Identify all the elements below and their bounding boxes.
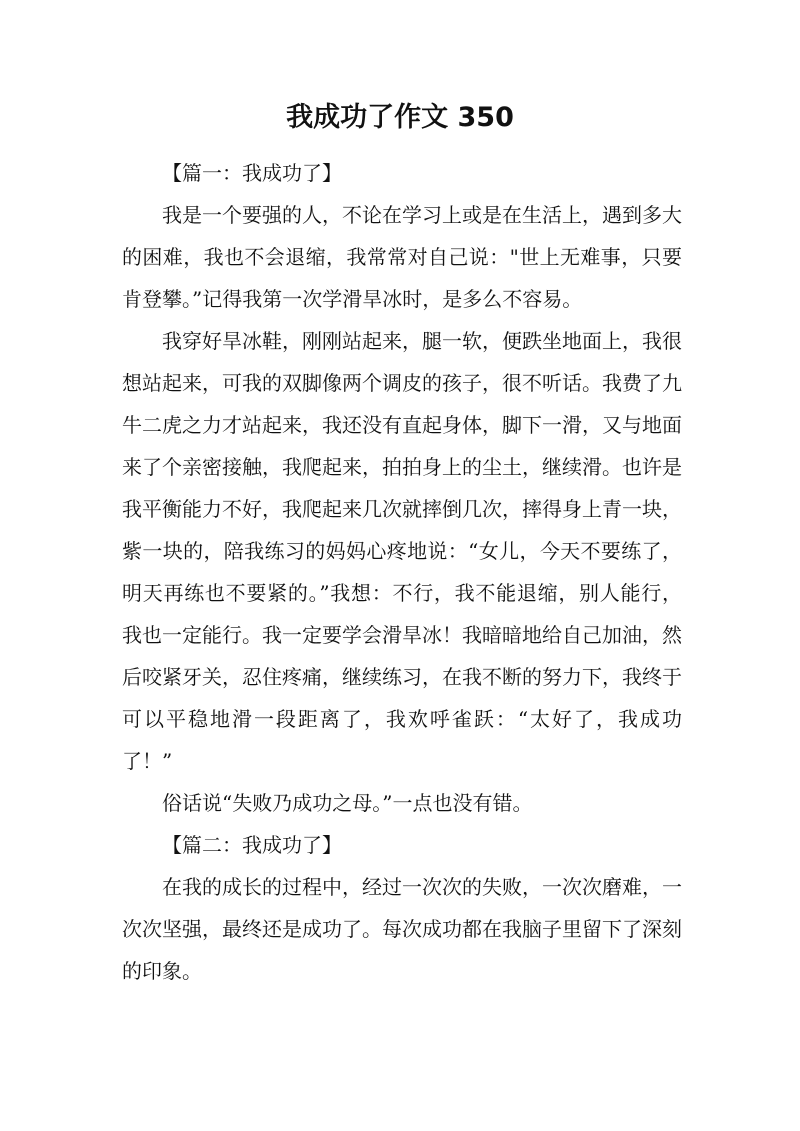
paragraph: 我穿好旱冰鞋，刚刚站起来，腿一软，便跌坐地面上，我很想站起来，可我的双脚像两个调皮的孩子，很不听话。我费了九牛二虎之力才站起来，我还没有直起身体，脚下一滑，又与地面来了个亲密接触，我爬起来，拍拍身上的尘土，继续滑。也许是我平衡能力不好，我爬起来几次就摔倒几次，摔得身上青一块，紫一块的，陪我练习的妈妈心疼地说：“女儿，今天不要练了，明天再练也不要紧的。”我想：不行，我不能退缩，别人能行，我也一定能行。我一定要学会滑旱冰！我暗暗地给自己加油，然后咬紧牙关，忍住疼痛，继续练习，在我不断的努力下，我终于可以平稳地滑一段距离了，我欢呼雀跃：“太好了，我成功了！” bbox=[122, 329, 682, 773]
paragraph: 俗话说“失败乃成功之母。”一点也没有错。 bbox=[162, 791, 533, 815]
section-heading: 【篇二：我成功了】 bbox=[162, 833, 342, 857]
section-heading: 【篇一：我成功了】 bbox=[162, 161, 342, 185]
document-body bbox=[122, 152, 682, 992]
paragraph: 我是一个要强的人，不论在学习上或是在生活上，遇到多大的困难，我也不会退缩，我常常对自己说："世上无难事，只要肯登攀。”记得我第一次学滑旱冰时，是多么不容易。 bbox=[122, 203, 682, 311]
document-title: 我成功了作文 350 bbox=[286, 102, 514, 133]
paragraph: 在我的成长的过程中，经过一次次的失败，一次次磨难，一次次坚强，最终还是成功了。每次成功都在我脑子里留下了深刻的印象。 bbox=[122, 875, 682, 983]
